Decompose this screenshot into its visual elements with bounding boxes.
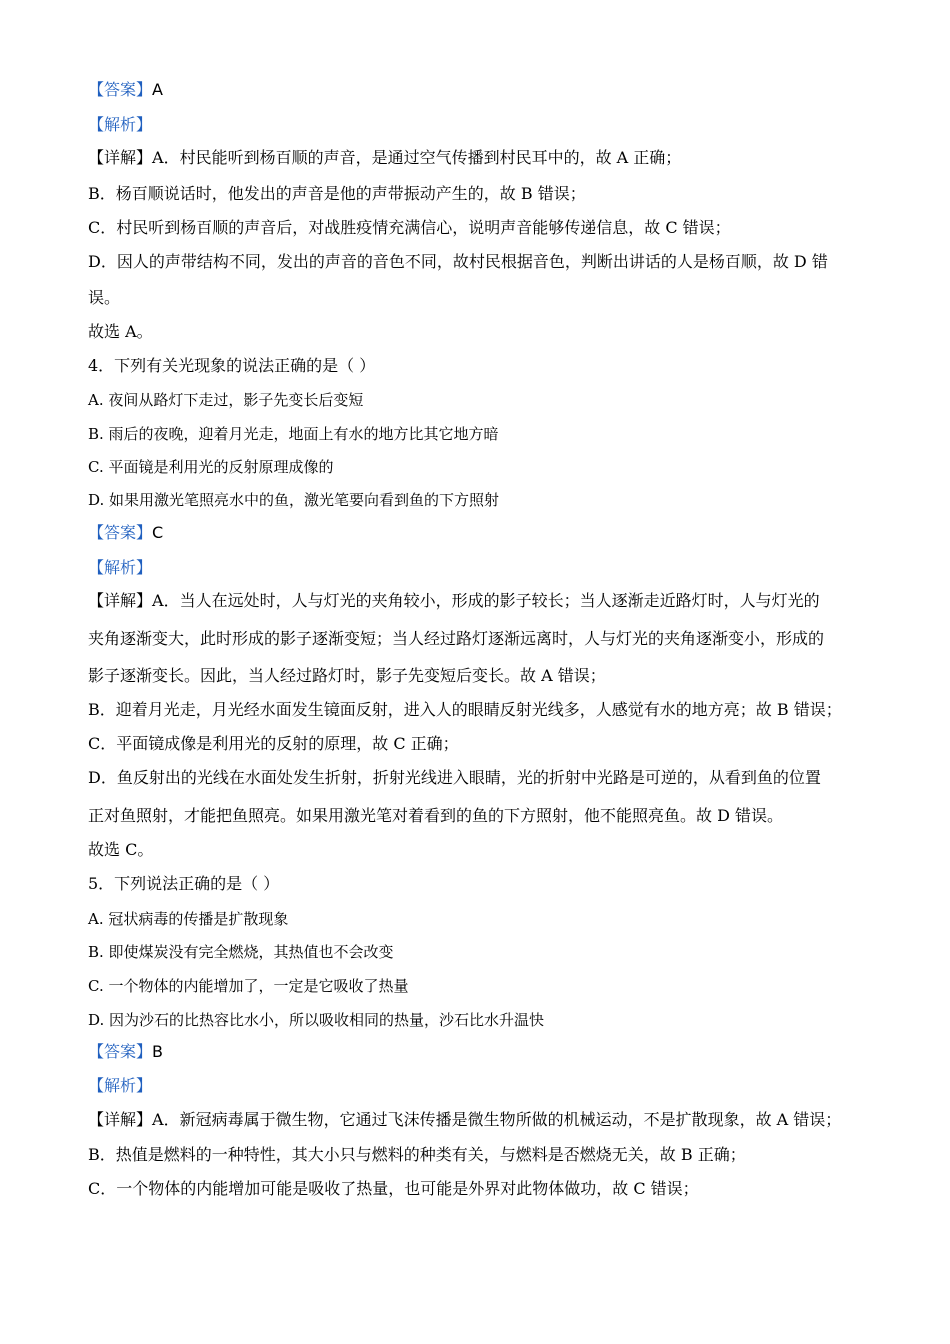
q3-detail-line: 误。 xyxy=(88,288,121,307)
q4-option-a: A. 夜间从路灯下走过，影子先变长后变短 xyxy=(88,391,364,409)
q4-detail-line xyxy=(88,591,820,611)
q4-detail-line: B．迎着月光走，月光经水面发生镜面反射，进入人的眼睛反射光线多，人感觉有水的地方亮；故 B 错误； xyxy=(88,700,842,719)
q4-detail-line: 影子逐渐变长。因此，当人经过路灯时，影子先变短后变长。故 A 错误； xyxy=(88,666,606,685)
analysis-tag: 【解析】 xyxy=(88,1076,153,1095)
q4-detail-line: C．平面镜成像是利用光的反射的原理，故 C 正确； xyxy=(88,734,459,753)
analysis-tag: 【解析】 xyxy=(88,115,153,134)
detail-tag: 【详解】 xyxy=(88,1110,153,1129)
q5-option-d: D. 因为沙石的比热容比水小，所以吸收相同的热量，沙石比水升温快 xyxy=(88,1011,545,1029)
q3-detail-line: B．杨百顺说话时，他发出的声音是他的声带振动产生的，故 B 错误； xyxy=(88,184,586,203)
q4-stem: 4．下列有关光现象的说法正确的是（ ） xyxy=(88,356,376,375)
q4-detail-text: A．当人在远处时，人与灯光的夹角较小，形成的影子较长；当人逐渐走近路灯时，人与灯光的 xyxy=(152,591,820,610)
q4-option-c: C. 平面镜是利用光的反射原理成像的 xyxy=(88,458,334,476)
q5-option-a: A. 冠状病毒的传播是扩散现象 xyxy=(88,910,289,928)
q3-conclusion: 故选 A。 xyxy=(88,322,153,341)
q5-answer-line xyxy=(88,1042,163,1062)
answer-tag: 【答案】 xyxy=(88,1042,153,1061)
q5-detail-line xyxy=(88,1110,841,1130)
q3-answer-line xyxy=(88,80,163,100)
q4-detail-line: 夹角逐渐变大，此时形成的影子逐渐变短；当人经过路灯逐渐远离时，人与灯光的夹角逐渐变小，形成的 xyxy=(88,629,825,648)
q4-analysis-line xyxy=(88,558,152,578)
answer-tag: 【答案】 xyxy=(88,523,153,542)
q5-answer-value: B xyxy=(152,1042,163,1061)
q4-answer-line xyxy=(88,523,163,543)
q5-detail-line: C．一个物体的内能增加可能是吸收了热量，也可能是外界对此物体做功，故 C 错误； xyxy=(88,1179,699,1198)
q5-analysis-line xyxy=(88,1076,152,1096)
q3-detail-line: C．村民听到杨百顺的声音后，对战胜疫情充满信心，说明声音能够传递信息，故 C 错误； xyxy=(88,218,731,237)
detail-tag: 【详解】 xyxy=(88,148,153,167)
q5-option-c: C. 一个物体的内能增加了，一定是它吸收了热量 xyxy=(88,977,409,995)
q3-answer-value: A xyxy=(152,80,163,99)
q5-option-b: B. 即使煤炭没有完全燃烧，其热值也不会改变 xyxy=(88,943,394,961)
analysis-tag: 【解析】 xyxy=(88,558,153,577)
answer-tag: 【答案】 xyxy=(88,80,153,99)
q3-analysis-line xyxy=(88,115,152,135)
q5-detail-text: A．新冠病毒属于微生物，它通过飞沫传播是微生物所做的机械运动，不是扩散现象，故 A 错误； xyxy=(152,1110,842,1129)
q3-detail-line xyxy=(88,148,681,168)
q4-detail-line: 正对鱼照射，才能把鱼照亮。如果用激光笔对着看到的鱼的下方照射，他不能照亮鱼。故 D 错误。 xyxy=(88,806,784,825)
q4-answer-value: C xyxy=(152,523,164,542)
detail-tag: 【详解】 xyxy=(88,591,153,610)
q3-detail-line: D．因人的声带结构不同，发出的声音的音色不同，故村民根据音色，判断出讲话的人是杨百顺，故 D 错 xyxy=(88,252,828,271)
q5-stem: 5．下列说法正确的是（ ） xyxy=(88,874,280,893)
q4-conclusion: 故选 C。 xyxy=(88,840,154,859)
q4-option-b: B. 雨后的夜晚，迎着月光走，地面上有水的地方比其它地方暗 xyxy=(88,425,499,443)
q4-option-d: D. 如果用激光笔照亮水中的鱼，激光笔要向看到鱼的下方照射 xyxy=(88,491,500,509)
q5-detail-line: B．热值是燃料的一种特性，其大小只与燃料的种类有关，与燃料是否燃烧无关，故 B 正确； xyxy=(88,1145,746,1164)
q4-detail-line: D．鱼反射出的光线在水面处发生折射，折射光线进入眼睛，光的折射中光路是可逆的，从看到鱼的位置 xyxy=(88,768,821,787)
q3-detail-text: A．村民能听到杨百顺的声音，是通过空气传播到村民耳中的，故 A 正确； xyxy=(152,148,682,167)
